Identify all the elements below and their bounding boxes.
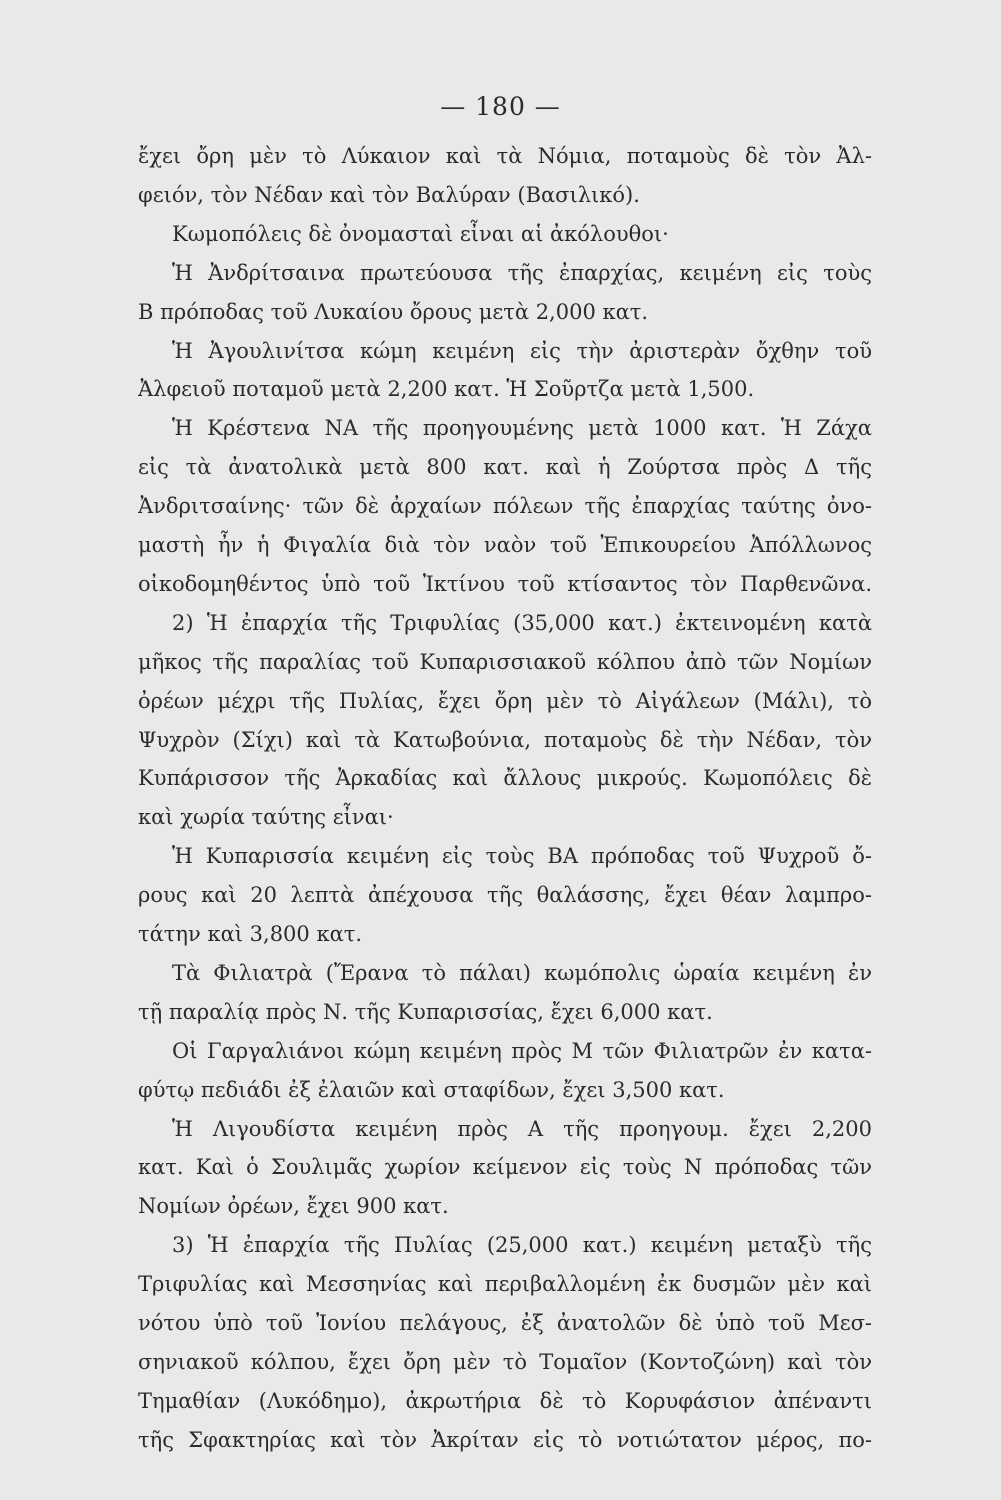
text-line: Κωμοπόλεις δὲ ὀνομασταὶ εἶναι αἱ ἀκόλουθοι· bbox=[172, 221, 669, 246]
text-line: Β πρόποδας τοῦ Λυκαίου ὄρους μετὰ 2,000 κατ. bbox=[138, 299, 649, 324]
text-line: μαστὴ ἦν ἡ Φιγαλία διὰ τὸν ναὸν τοῦ Ἐπικουρείου Ἀπόλλωνος bbox=[138, 533, 872, 557]
text-line: σηνιακοῦ κόλπου, ἔχει ὄρη μὲν τὸ Τομαῖον (Κοντοζώνη) καὶ τὸν bbox=[138, 1349, 872, 1374]
text-line: Ἀλφειοῦ ποταμοῦ μετὰ 2,200 κατ. Ἡ Σοῦρτζα μετὰ 1,500. bbox=[138, 377, 755, 402]
text-line: ὀρέων μέχρι τῆς Πυλίας, ἔχει ὄρη μὲν τὸ Αἰγάλεων (Μάλι), τὸ bbox=[138, 688, 872, 713]
text-line: τῇ παραλίᾳ πρὸς Ν. τῆς Κυπαρισσίας, ἔχει 6,000 κατ. bbox=[138, 999, 713, 1024]
text-line: νότου ὑπὸ τοῦ Ἰονίου πελάγους, ἐξ ἀνατολῶν δὲ ὑπὸ τοῦ Μεσ- bbox=[138, 1311, 872, 1335]
text-line: τάτην καὶ 3,800 κατ. bbox=[138, 922, 363, 946]
text-line: 2) Ἡ ἐπαρχία τῆς Τριφυλίας (35,000 κατ.) ἐκτεινομένη κατὰ bbox=[172, 610, 872, 635]
text-line: ἔχει ὄρη μὲν τὸ Λύκαιον καὶ τὰ Νόμια, ποταμοὺς δὲ τὸν Ἀλ- bbox=[138, 144, 872, 168]
text-line: Νομίων ὀρέων, ἔχει 900 κατ. bbox=[138, 1194, 449, 1219]
text-line: Τημαθίαν (Λυκόδημο), ἀκρωτήρια δὲ τὸ Κορυφάσιον ἀπέναντι bbox=[138, 1388, 872, 1413]
text-line: Τὰ Φιλιατρὰ (Ἔρανα τὸ πάλαι) κωμόπολις ὡραία κειμένη ἐν bbox=[172, 960, 872, 985]
text-line: Ἡ Ἀγουλινίτσα κώμη κειμένη εἰς τὴν ἀριστερὰν ὄχθην τοῦ bbox=[172, 338, 872, 363]
text-line: Ἡ Λιγουδίστα κειμένη πρὸς Α τῆς προηγουμ. ἔχει 2,200 bbox=[172, 1116, 872, 1141]
text-line: Τριφυλίας καὶ Μεσσηνίας καὶ περιβαλλομένη ἐκ δυσμῶν μὲν καὶ bbox=[138, 1272, 872, 1297]
text-line: φύτῳ πεδιάδι ἐξ ἐλαιῶν καὶ σταφίδων, ἔχει 3,500 κατ. bbox=[138, 1077, 725, 1102]
text-line: κατ. Καὶ ὁ Σουλιμᾶς χωρίον κείμενον εἰς τοὺς Ν πρόποδας τῶν bbox=[138, 1155, 872, 1180]
text-line: Οἱ Γαργαλιάνοι κώμη κειμένη πρὸς Μ τῶν Φιλιατρῶν ἐν κατα- bbox=[172, 1038, 872, 1063]
text-line: ρους καὶ 20 λεπτὰ ἀπέχουσα τῆς θαλάσσης, ἔχει θέαν λαμπρο- bbox=[138, 883, 872, 908]
text-line: Ἀνδριτσαίνης· τῶν δὲ ἀρχαίων πόλεων τῆς ἐπαρχίας ταύτης ὀνο- bbox=[138, 494, 872, 519]
text-line: Ἡ Κυπαρισσία κειμένη εἰς τοὺς ΒΑ πρόποδας τοῦ Ψυχροῦ ὄ- bbox=[172, 844, 872, 869]
text-line: τῆς Σφακτηρίας καὶ τὸν Ἀκρίταν εἰς τὸ νοτιώτατον μέρος, πο- bbox=[138, 1427, 872, 1452]
text-line: 3) Ἡ ἐπαρχία τῆς Πυλίας (25,000 κατ.) κειμένη μεταξὺ τῆς bbox=[172, 1233, 872, 1258]
text-line: Ἡ Ἀνδρίτσαινα πρωτεύουσα τῆς ἐπαρχίας, κειμένη εἰς τοὺς bbox=[172, 260, 872, 285]
text-line: Κυπάρισσον τῆς Ἀρκαδίας καὶ ἄλλους μικρούς. Κωμοπόλεις δὲ bbox=[138, 766, 872, 791]
text-line: Ψυχρὸν (Σίχι) καὶ τὰ Κατωβούνια, ποταμοὺς δὲ τὴν Νέδαν, τὸν bbox=[138, 727, 872, 752]
text-line: μῆκος τῆς παραλίας τοῦ Κυπαρισσιακοῦ κόλπου ἀπὸ τῶν Νομίων bbox=[138, 649, 872, 674]
text-line: φειόν, τὸν Νέδαν καὶ τὸν Βαλύραν (Βασιλικό). bbox=[138, 182, 640, 207]
text-line: εἰς τὰ ἀνατολικὰ μετὰ 800 κατ. καὶ ἡ Ζούρτσα πρὸς Δ τῆς bbox=[138, 455, 872, 480]
text-line: καὶ χωρία ταύτης εἶναι· bbox=[138, 805, 394, 830]
text-line: οἰκοδομηθέντος ὑπὸ τοῦ Ἰκτίνου τοῦ κτίσαντος τὸν Παρθενῶνα. bbox=[138, 571, 872, 596]
page-number: — 180 — bbox=[440, 92, 561, 121]
text-line: Ἡ Κρέστενα ΝΑ τῆς προηγουμένης μετὰ 1000 κατ. Ἡ Ζάχα bbox=[172, 416, 872, 441]
